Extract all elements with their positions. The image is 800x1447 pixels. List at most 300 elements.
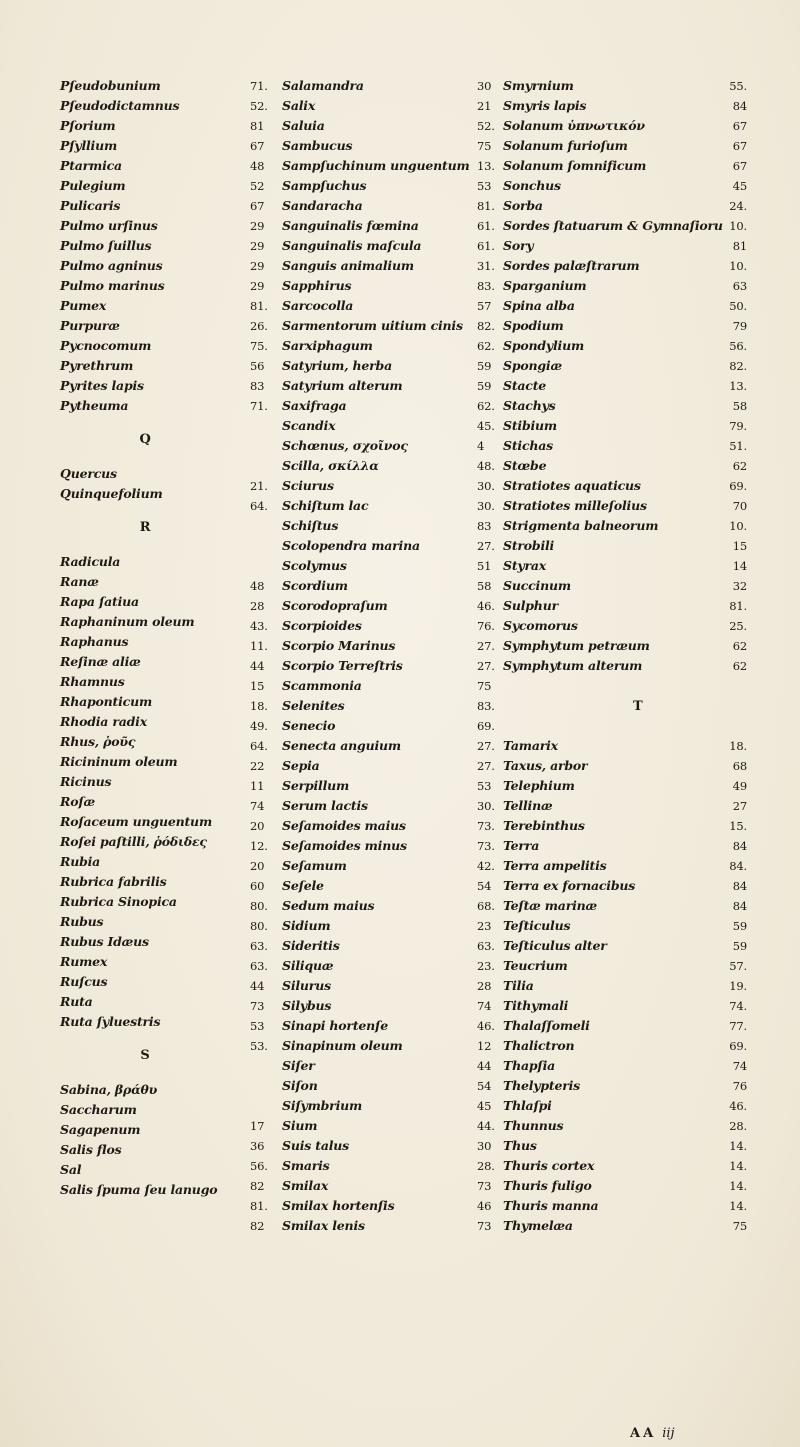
entry-text: Spongiæ [503,358,562,373]
index-entry [250,436,475,456]
index-entry [477,196,747,216]
index-entry [477,796,747,816]
entry-number: 23. [477,959,495,973]
entry-text: Terra ampelitis [503,858,607,873]
section-letter: Q [139,432,151,447]
entry-text: Terra ex fornacibus [503,878,636,893]
index-entry [477,596,747,616]
page-reference: 63 [732,279,747,293]
entry-text: Silurus [282,978,331,993]
entry-number: 42. [477,859,495,873]
index-entry: Pſeudodictamnus [60,98,180,113]
entry-text: Sanguinalis maſcula [282,238,422,253]
entry-number: 53 [477,779,492,793]
entry-number: 29 [250,259,265,273]
index-entry [477,716,747,736]
index-entry [477,1016,747,1036]
entry-number: 71. [250,399,268,413]
page-reference: 81. [729,599,747,613]
entry-text: Satyrium alterum [282,378,403,393]
index-entry: Ricinus [60,774,112,789]
entry-text: Stachys [503,398,556,413]
index-entry: Raphanus [60,634,129,649]
entry-text: Stratiotes milleſolius [503,498,647,513]
page-reference: 68 [732,759,747,773]
entry-text: Symphytum alterum [503,658,643,673]
index-entry [477,376,747,396]
index-entry: Pulmo marinus [60,278,165,293]
entry-text: Senecta anguium [282,738,401,753]
index-entry [477,476,747,496]
index-entry: Pſorium [60,118,116,133]
entry-text: Schiſtum lac [282,498,369,513]
entry-text: Sinapinum oleum [282,1038,403,1053]
page-reference: 55. [729,79,747,93]
entry-text: Schœnus, σχοῖνος [282,438,408,453]
index-entry [477,1096,747,1116]
entry-number: 18. [250,699,268,713]
index-entry [250,1156,475,1176]
entry-text: Siſon [282,1078,318,1093]
index-entry [477,756,747,776]
entry-number: 30 [477,79,492,93]
entry-text: Thuris manna [503,1198,599,1213]
page-reference: 67 [732,139,747,153]
entry-number: 27. [477,539,495,553]
entry-number: 45 [477,1099,492,1113]
entry-text: Sambucus [282,138,353,153]
index-entry [250,76,475,96]
entry-number: 48. [477,459,495,473]
entry-text: Sapphirus [282,278,352,293]
index-entry [250,796,475,816]
index-entry [250,96,475,116]
entry-number: 20 [250,859,265,873]
page-reference: 81 [732,239,747,253]
index-column-2 [250,76,475,1236]
index-entry [477,516,747,536]
entry-number: 20 [250,819,265,833]
entry-text: Seſamoides maius [282,818,406,833]
entry-number: 21. [250,479,268,493]
signature-mark: AA [630,1426,657,1441]
entry-text: Thuris cortex [503,1158,595,1173]
entry-text: Siſer [282,1058,315,1073]
page-reference: 75 [732,1219,747,1233]
entry-number: 75. [250,339,268,353]
index-entry: Pumex [60,298,107,313]
index-entry [250,816,475,836]
index-entry: Pulicaris [60,198,121,213]
page-reference: 77. [729,1019,747,1033]
entry-text: Solanum ὑπνωτικόν [503,118,645,133]
index-entry [250,156,475,176]
index-entry [250,976,475,996]
entry-number: 28 [477,979,492,993]
index-entry: Ruta ſyluestris [60,1014,161,1029]
page-reference: 57. [729,959,747,973]
page-reference: 59 [732,939,747,953]
entry-number: 52. [250,99,268,113]
entry-text: Sepia [282,758,320,773]
index-entry [477,1216,747,1236]
index-entry: Pyrites lapis [60,378,144,393]
entry-text: Sampſuchus [282,178,367,193]
page-reference: 70 [732,499,747,513]
index-entry: Pulmo agninus [60,258,163,273]
entry-number: 63. [477,939,495,953]
index-entry [250,316,475,336]
index-entry: Rhodia radix [60,714,147,729]
index-entry [250,536,475,556]
entry-text: Serum lactis [282,798,368,813]
entry-text: Silybus [282,998,332,1013]
entry-number: 62. [477,399,495,413]
entry-number: 80. [250,899,268,913]
entry-number: 11 [250,779,265,793]
entry-number: 27. [477,759,495,773]
entry-number: 53. [250,1039,268,1053]
entry-text: Scorodopraſum [282,598,388,613]
entry-number: 30 [477,1139,492,1153]
entry-text: Tellinæ [503,798,553,813]
index-entry [250,716,475,736]
entry-text: Schiſtus [282,518,339,533]
index-entry [250,736,475,756]
page-reference: 10. [729,519,747,533]
index-entry [477,296,747,316]
page-reference: 74 [732,1059,747,1073]
entry-number: 73. [477,819,495,833]
page-reference: 14. [729,1139,747,1153]
entry-number: 26. [250,319,268,333]
page-reference: 84 [732,879,747,893]
entry-number: 51 [477,559,492,573]
entry-number: 4 [477,439,485,453]
entry-number: 48 [250,579,265,593]
entry-text: Scolymus [282,558,347,573]
index-entry [250,296,475,316]
entry-text: Thalaſſomeli [503,1018,590,1033]
entry-number: 22 [250,759,265,773]
entry-text: Styrax [503,558,547,573]
index-entry: Rubus [60,914,104,929]
entry-text: Spodium [503,318,564,333]
index-entry [477,1136,747,1156]
entry-text: Sium [282,1118,318,1133]
entry-number: 30. [477,499,495,513]
entry-text: Stratiotes aquaticus [503,478,641,493]
entry-text: Scammonia [282,678,362,693]
entry-number: 58 [477,579,492,593]
index-entry [250,256,475,276]
entry-number: 64. [250,499,268,513]
entry-number: 73 [477,1219,492,1233]
page-reference: 74. [729,999,747,1013]
index-entry: Pulmo urſinus [60,218,158,233]
entry-text: Sarmentorum uitium cinis [282,318,463,333]
index-entry: Pytheuma [60,398,129,413]
index-entry [250,596,475,616]
entry-number: 43. [250,619,268,633]
entry-number: 15 [250,679,265,693]
index-entry [477,436,747,456]
index-entry: Rubus Idæus [60,934,149,949]
entry-number: 76. [477,619,495,633]
index-entry: Rhaponticum [60,694,152,709]
entry-text: Satyrium, herba [282,358,392,373]
entry-text: Seſele [282,878,324,893]
entry-text: Sorba [503,198,543,213]
entry-number: 28 [250,599,265,613]
page-reference: 46. [729,1099,747,1113]
index-entry [477,216,747,236]
entry-number: 46. [477,599,495,613]
page-reference: 19. [729,979,747,993]
index-entry [477,776,747,796]
entry-text: Telephium [503,778,575,793]
entry-text: Solanum furioſum [503,138,628,153]
entry-text: Sordes ſtatuarum & Gymnaſioru [503,218,723,233]
page-reference: 67 [732,159,747,173]
entry-number: 61. [477,219,495,233]
index-entry: Sal [60,1162,82,1177]
entry-number: 44 [477,1059,492,1073]
index-entry: Rumex [60,954,108,969]
index-entry [477,1196,747,1216]
index-entry [250,136,475,156]
index-entry [477,176,747,196]
entry-number: 57 [477,299,492,313]
index-entry [250,196,475,216]
index-entry: Rhus, ῥοῦς [60,734,136,749]
index-entry [250,616,475,636]
entry-text: Sory [503,238,534,253]
page-reference: 27 [732,799,747,813]
index-entry [477,256,747,276]
index-entry [250,756,475,776]
index-entry [250,476,475,496]
page-reference: 62 [732,639,747,653]
entry-number: 83 [250,379,265,393]
entry-text: Tamarix [503,738,558,753]
index-entry [477,116,747,136]
index-entry [477,1116,747,1136]
entry-text: Teſticulus [503,918,571,933]
entry-text: Stacte [503,378,547,393]
index-entry [250,356,475,376]
entry-text: Thymelæa [503,1218,573,1233]
page-reference: 14. [729,1179,747,1193]
index-entry [477,816,747,836]
entry-text: Seſamoides minus [282,838,407,853]
index-entry: Pyrethrum [60,358,134,373]
index-entry [477,876,747,896]
index-entry [477,896,747,916]
index-entry [477,916,747,936]
index-entry: Ricininum oleum [60,754,178,769]
entry-text: Smilax [282,1178,329,1193]
index-entry [250,776,475,796]
entry-text: Taxus, arbor [503,758,588,773]
index-entry: Pycnocomum [60,338,152,353]
entry-text: Sulphur [503,598,558,613]
page-reference: 24. [729,199,747,213]
index-entry [250,1076,475,1096]
entry-number: 29 [250,239,265,253]
index-entry [250,936,475,956]
index-entry: Quercus [60,466,117,481]
page-reference: 51. [729,439,747,453]
entry-text: Stœbe [503,458,547,473]
index-entry [477,736,747,756]
index-entry [477,156,747,176]
page-reference: 14. [729,1159,747,1173]
index-entry [250,376,475,396]
index-entry [477,416,747,436]
index-entry [477,276,747,296]
entry-text: Sciurus [282,478,334,493]
entry-number: 60 [250,879,265,893]
index-entry [250,1016,475,1036]
page-reference: 56. [729,339,747,353]
entry-text: Thalictron [503,1038,575,1053]
entry-number: 59 [477,359,492,373]
index-entry [250,1116,475,1136]
entry-number: 80. [250,919,268,933]
page-reference: 45 [732,179,747,193]
entry-text: Siliquæ [282,958,334,973]
entry-text: Terebinthus [503,818,585,833]
entry-text: Tithymali [503,998,569,1013]
page-reference: 69. [729,1039,747,1053]
entry-text: Thapſia [503,1058,556,1073]
entry-text: Sinapi hortenſe [282,1018,388,1033]
index-entry [250,1216,475,1236]
entry-text: Strobili [503,538,555,553]
entry-number: 68. [477,899,495,913]
entry-number: 74 [250,799,265,813]
entry-text: Scolopendra marina [282,538,420,553]
entry-number: 74 [477,999,492,1013]
entry-text: Scorpioides [282,618,362,633]
page-reference: 84. [729,859,747,873]
entry-text: Sidium [282,918,331,933]
index-entry [250,1136,475,1156]
entry-text: Teucrium [503,958,568,973]
entry-text: Strigmenta balneorum [503,518,659,533]
entry-text: Thus [503,1138,537,1153]
page-reference: 84 [732,839,747,853]
page-reference: 14. [729,1199,747,1213]
index-entry [477,1176,747,1196]
index-entry [250,1196,475,1216]
entry-number: 53 [250,1019,265,1033]
page-reference: 82. [729,359,747,373]
index-column-3 [477,76,747,1236]
index-entry [250,416,475,436]
index-entry [477,1076,747,1096]
index-entry [250,916,475,936]
page-reference: 76 [732,1079,747,1093]
entry-number: 69. [477,719,495,733]
index-entry [477,76,747,96]
index-entry: Pulegium [60,178,126,193]
index-entry [250,1056,475,1076]
entry-text: Sonchus [503,178,561,193]
entry-number: 82 [250,1219,265,1233]
index-entry [250,836,475,856]
page-reference: 62 [732,459,747,473]
page-reference: 18. [729,739,747,753]
entry-text: Seſamum [282,858,347,873]
entry-number: 59 [477,379,492,393]
page-reference: 15. [729,819,747,833]
entry-number: 63. [250,959,268,973]
entry-number: 82. [477,319,495,333]
index-entry [250,456,475,476]
index-entry: Saccharum [60,1102,137,1117]
page-reference: 62 [732,659,747,673]
index-entry: Roſaceum unguentum [60,814,212,829]
entry-number: 13. [477,159,495,173]
index-entry [250,956,475,976]
page-reference: 49 [732,779,747,793]
index-entry [250,496,475,516]
index-entry: Salis flos [60,1142,122,1157]
entry-text: Scandix [282,418,336,433]
entry-number: 81 [250,119,265,133]
index-entry [250,636,475,656]
index-entry [250,236,475,256]
index-entry: Ranæ [60,574,99,589]
entry-number: 82 [250,1179,265,1193]
section-letter: T [633,699,643,714]
entry-number: 52. [477,119,495,133]
index-entry [477,636,747,656]
entry-number: 11. [250,639,268,653]
entry-text: Sanguis animalium [282,258,414,273]
index-entry [477,136,747,156]
entry-text: Thelypteris [503,1078,580,1093]
entry-text: Sycomorus [503,618,578,633]
index-entry [477,616,747,636]
index-entry [477,836,747,856]
entry-number: 36 [250,1139,265,1153]
folio-mark: iij [662,1426,675,1441]
index-entry [477,456,747,476]
index-entry [477,976,747,996]
index-entry: Raphaninum oleum [60,614,195,629]
index-entry [477,1036,747,1056]
index-entry [477,316,747,336]
index-entry: Roſæ [60,794,95,809]
index-entry [250,856,475,876]
index-entry [477,676,747,696]
index-entry [250,276,475,296]
entry-text: Sanguinalis fœmina [282,218,419,233]
entry-text: Senecio [282,718,336,733]
entry-number: 49. [250,719,268,733]
entry-text: Thuris fuligo [503,1178,592,1193]
section-letter: R [139,520,151,535]
page-reference: 59 [732,919,747,933]
index-entry [477,556,747,576]
entry-text: Sampſuchinum unguentum [282,158,470,173]
index-entry: Pſeudobunium [60,78,161,93]
entry-number: 67 [250,199,265,213]
index-entry [250,216,475,236]
